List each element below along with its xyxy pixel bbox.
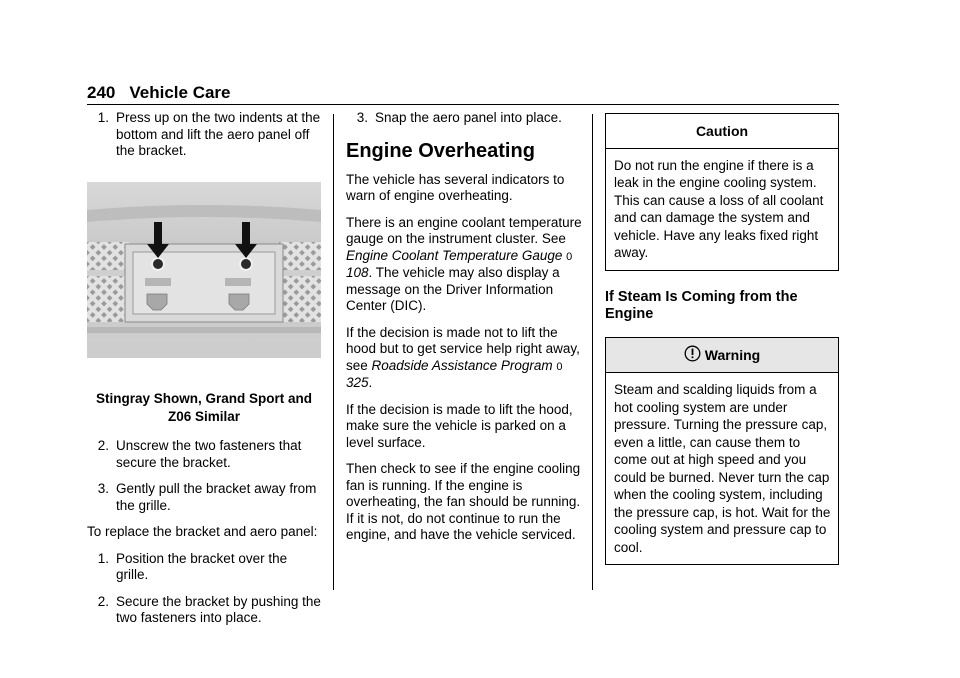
page-ref-icon: 0	[556, 360, 563, 373]
replace-step-1	[87, 551, 321, 584]
column-right	[605, 110, 839, 565]
step-text: Secure the bracket by pushing the two fasteners into place.	[116, 593, 321, 625]
warning-header	[606, 338, 838, 374]
subsection-heading: If Steam Is Coming from the Engine	[605, 288, 798, 322]
link-coolant-gauge[interactable]: Engine Coolant Temperature Gauge	[346, 247, 563, 263]
step-1	[87, 110, 321, 160]
step-number: 3.	[97, 481, 109, 496]
paragraph-gauge: There is an engine coolant temperature gauge on the instrument cluster. See Engine Coolant Temperature Gauge 0 108. The vehicle may also display a message on the Driver Information Center (DIC).	[346, 214, 582, 313]
page-header	[87, 83, 839, 103]
paragraph-cooling-fan: Then check to see if the engine cooling fan is running. If the engine is overheating, the fan should be running. If it is not, do not continue to run the engine, and have the vehicle serviced.	[346, 461, 581, 542]
warning-title: Warning	[704, 346, 761, 363]
step-text: Snap the aero panel into place.	[375, 110, 562, 125]
step-2	[87, 438, 321, 471]
column-divider-1	[333, 114, 334, 590]
paragraph-indicators: The vehicle has several indicators to warn of engine overheating.	[346, 171, 565, 203]
paragraph-roadside: If the decision is made not to lift the hood but to get service help right away, see Roadside Assistance Program 0 325.	[346, 324, 580, 390]
page-ref-icon: 0	[566, 250, 573, 263]
caution-box	[605, 113, 839, 271]
caution-title: Caution	[606, 114, 838, 149]
column-middle	[346, 110, 582, 554]
step-3-snap	[346, 110, 582, 127]
section-title: Vehicle Care	[129, 83, 231, 102]
warning-box	[605, 337, 839, 566]
caution-text: Do not run the engine if there is a leak in the engine cooling system. This can cause a loss of all coolant and can damage the system and vehicle. Have any leaks fixed right away.	[614, 157, 824, 260]
warning-text: Steam and scalding liquids from a hot cooling system are under pressure. Turning the pressure cap, even a little, can cause them to come out at high speed and you could be burned. Never turn the cap when the cooling system, including the pressure cap, is hot. Wait for the cooling system and pressure cap to cool.	[614, 382, 831, 555]
step-text: Unscrew the two fasteners that secure the bracket.	[116, 438, 302, 470]
column-divider-2	[592, 114, 593, 590]
column-left	[87, 110, 321, 637]
replace-intro: To replace the bracket and aero panel:	[87, 524, 318, 539]
step-number: 2.	[97, 438, 109, 453]
step-text: Gently pull the bracket away from the grille.	[116, 481, 317, 513]
page-ref-number[interactable]: 325	[346, 375, 369, 390]
grille-bracket-illustration	[87, 182, 321, 358]
step-number: 1.	[97, 110, 109, 125]
paragraph-level-surface: If the decision is made to lift the hood, make sure the vehicle is parked on a level surface.	[346, 401, 573, 450]
section-heading: Engine Overheating	[346, 139, 535, 162]
replace-step-2	[87, 594, 321, 627]
figure-caption: Stingray Shown, Grand Sport and Z06 Similar	[95, 391, 312, 424]
step-number: 1.	[97, 550, 109, 566]
page-number: 240	[87, 83, 116, 102]
step-3	[87, 481, 321, 514]
header-rule	[87, 104, 839, 105]
step-number: 3.	[356, 110, 368, 125]
warning-icon	[684, 345, 701, 362]
link-roadside-assistance[interactable]: Roadside Assistance Program	[371, 357, 553, 373]
step-text: Position the bracket over the grille.	[116, 550, 288, 582]
step-number: 2.	[97, 593, 109, 609]
page-ref-number[interactable]: 108	[346, 265, 369, 280]
step-text: Press up on the two indents at the bottom and lift the aero panel off the bracket.	[116, 110, 321, 158]
